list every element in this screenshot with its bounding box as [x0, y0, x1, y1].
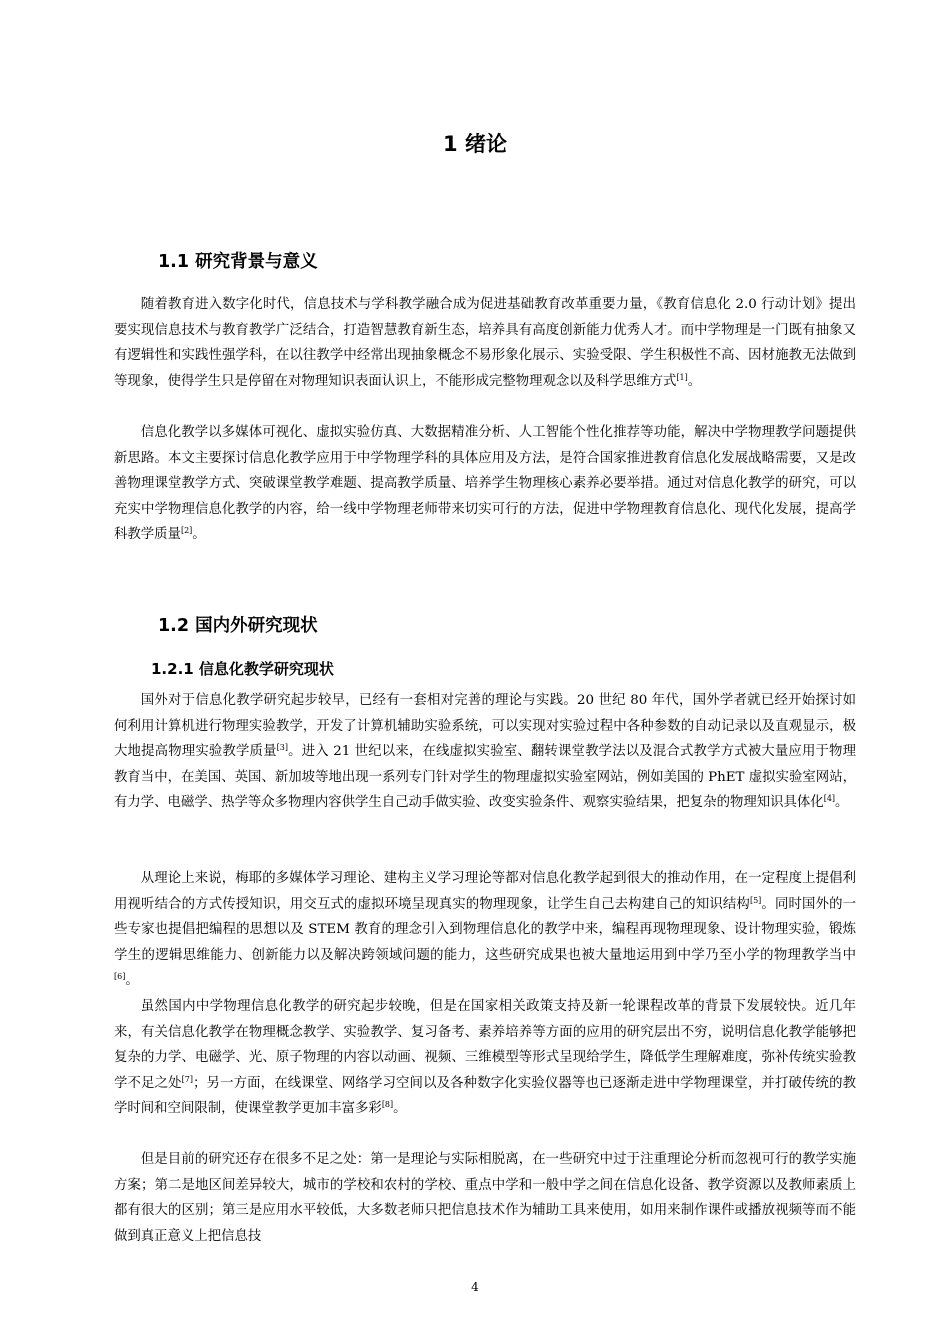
- citation: [6]: [114, 972, 126, 982]
- section-heading-1-1: 1.1 研究背景与意义: [158, 252, 318, 272]
- paragraph: [114, 866, 856, 994]
- subsection-heading-1-2-1: 1.2.1 信息化教学研究现状: [151, 660, 334, 678]
- paragraph: [114, 1147, 856, 1249]
- citation: [8]: [381, 1100, 394, 1110]
- paragraph-text-end: 。: [687, 373, 702, 389]
- paragraph: [114, 292, 856, 394]
- paragraph-text: 虽然国内中学物理信息化教学的研究起步较晚，但是在国家相关政策支持及新一轮课程改革的背景下发展较快。近几年来，有关信息化教学在物理概念教学、实验教学、复习备考、素养培养等方面的应用的研究层出不穷，说明信息化教学能够把复杂的力学、电磁学、光、原子物理的内容以动画、视频、三维模型等形式呈现给学生，降低学生理解难度，弥补传统实验教学不足之处: [114, 999, 856, 1091]
- paragraph-text-end: 。: [192, 527, 206, 543]
- paragraph: [114, 688, 856, 816]
- citation: [4]: [823, 794, 836, 804]
- paragraph-text: 国外对于信息化教学研究起步较早，已经有一套相对完善的理论与实践。20 世纪 80 年代，国外学者就已经开始探讨如何利用计算机进行物理实验教学，开发了计算机辅助实验系统，可以实现对实验过程中各种参数的自动记录以及直观显示，极大地提高物理实验教学质量: [114, 693, 856, 760]
- section-heading-1-2: 1.2 国内外研究现状: [158, 616, 318, 636]
- paragraph-text: 。同时国外的一些专家也提倡把编程的思想以及 STEM 教育的理念引入到物理信息化的教学中来，编程再现物理现象、设计物理实验，锻炼学生的逻辑思维能力、创新能力以及解决跨领域问题的能力，这些研究成果也被大量地运用到中学乃至小学的物理教学当中: [114, 896, 857, 963]
- paragraph-text: 从理论上来说，梅耶的多媒体学习理论、建构主义学习理论等都对信息化教学起到很大的推动作用，在一定程度上提倡利用视听结合的方式传授知识，用交互式的虚拟环境呈现真实的物理现象，让学生自己去构建自己的知识结构: [114, 871, 856, 912]
- paragraph-text: ；另一方面，在线课堂、网络学习空间以及各种数字化实验仪器等也已逐渐走进中学物理课堂，并打破传统的教学时间和空间限制，使课堂教学更加丰富多彩: [114, 1075, 857, 1117]
- paragraph-text-end: 。: [835, 795, 849, 811]
- paragraph-text: 信息化教学以多媒体可视化、虚拟实验仿真、大数据精准分析、人工智能个性化推荐等功能，解决中学物理教学问题提供新思路。本文主要探讨信息化教学应用于中学物理学科的具体应用及方法，是符合国家推进教育信息化发展战略需要，又是改善物理课堂教学方式、突破课堂教学难题、提高教学质量、培养学生物理核心素养必要举措。通过对信息化教学的研究，可以充实中学物理信息化教学的内容，给一线中学物理老师带来切实可行的方法，促进中学物理教育信息化、现代化发展，提高学科教学质量: [114, 425, 856, 543]
- citation: [5]: [749, 895, 762, 905]
- citation: [7]: [181, 1074, 194, 1084]
- chapter-title: 1 绪论: [443, 132, 507, 156]
- citation: [2]: [180, 526, 193, 536]
- paragraph-text: 。进入 21 世纪以来，在线虚拟实验室、翻转课堂教学法以及混合式教学方式被大量应用于物理教育当中，在美国、英国、新加坡等地出现一系列专门针对学生的物理虚拟实验室网站，例如美国的 PhET 虚拟实验室网站，有力学、电磁学、热学等众多物理内容供学生自己动手做实验、改变实验条件、观察实验结果，把复杂的物理知识具体化: [114, 744, 856, 811]
- paragraph-text-end: 。: [125, 973, 139, 989]
- page-number: 4: [471, 1280, 479, 1294]
- paragraph-text: 随着教育进入数字化时代，信息技术与学科教学融合成为促进基础教育改革重要力量，《教育信息化 2.0 行动计划》提出要实现信息技术与教育教学广泛结合，打造智慧教育新生态，培养具有高度创新能力优秀人才。而中学物理是一门既有抽象又有逻辑性和实践性强学科，在以往教学中经常出现抽象概念不易形象化展示、实验受限、学生积极性不高、因材施教无法做到等现象，使得学生只是停留在对物理知识表面认识上，不能形成完整物理观念以及科学思维方式: [114, 297, 856, 389]
- paragraph-text: 但是目前的研究还存在很多不足之处：第一是理论与实际相脱离，在一些研究中过于注重理论分析而忽视可行的教学实施方案；第二是地区间差异较大，城市的学校和农村的学校、重点中学和一般中学之间在信息化设备、教学资源以及教师素质上都有很大的区别；第三是应用水平较低，大多数老师只把信息技术作为辅助工具来使用，如用来制作课件或播放视频等而不能做到真正意义上把信息技: [114, 1152, 856, 1244]
- citation: [1]: [676, 372, 688, 382]
- paragraph-text-end: 。: [393, 1101, 407, 1117]
- paragraph: [114, 420, 856, 548]
- paragraph: [114, 994, 856, 1122]
- citation: [3]: [276, 743, 288, 753]
